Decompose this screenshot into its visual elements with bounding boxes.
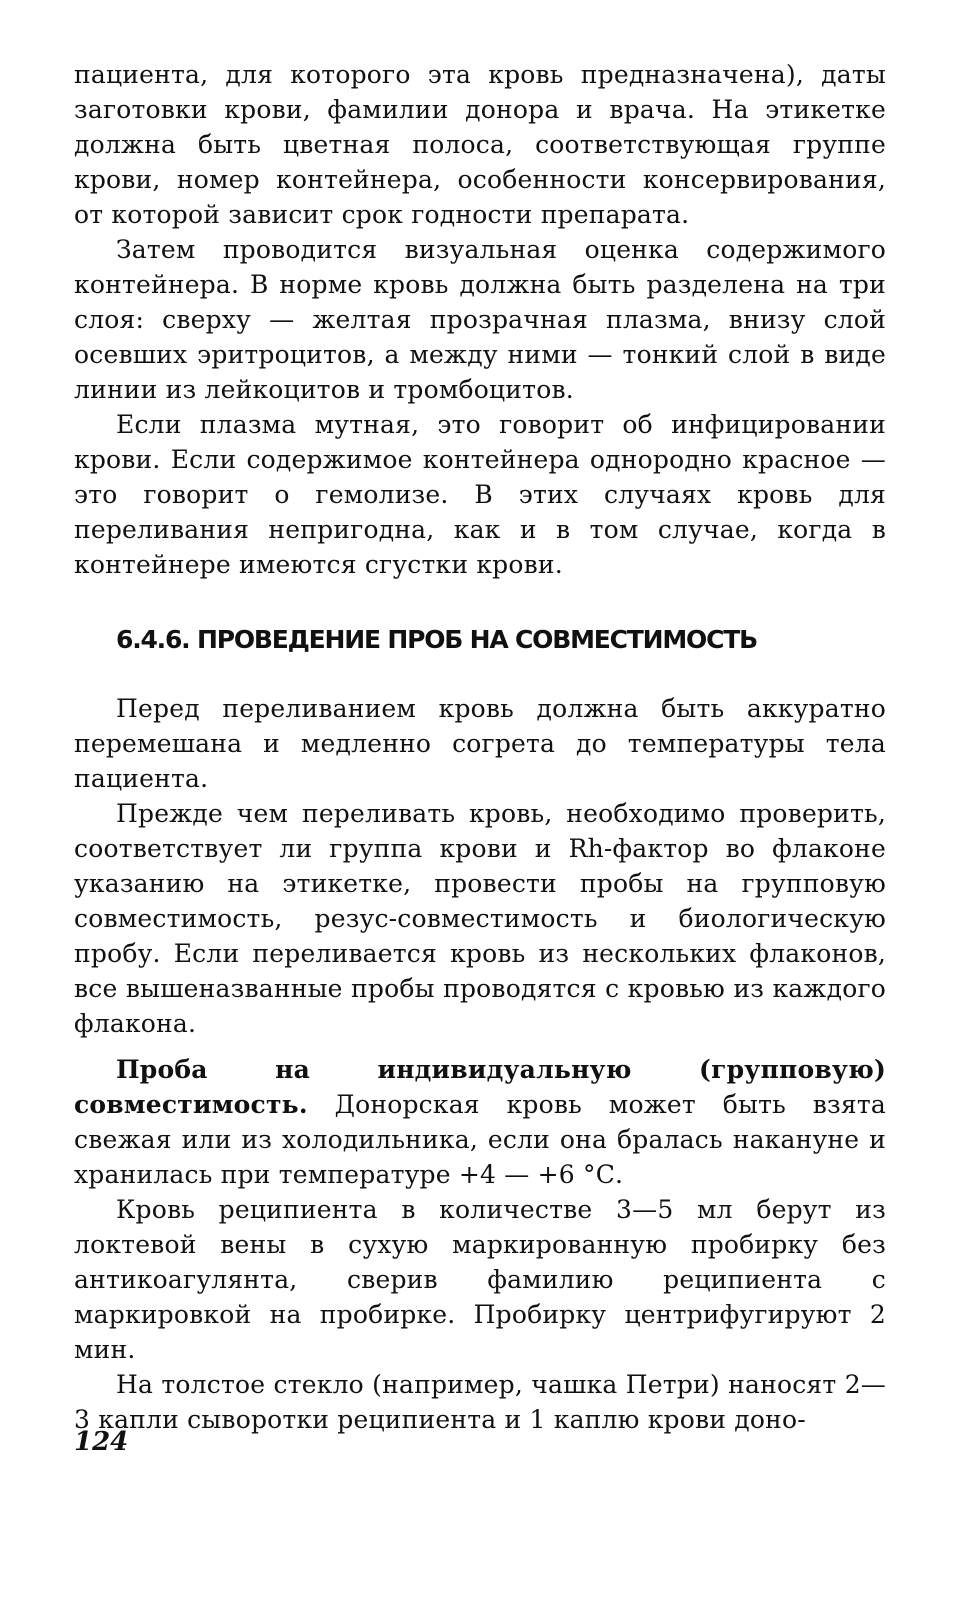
page-number: 124 xyxy=(74,1427,129,1457)
paragraph-unsuitable-blood: Если плазма мутная, это говорит об инфицировании крови. Если содержимое контейнера однородно красное — это говорит о гемолизе. В этих случаях кровь для переливания непригодна, как и в том случае, когда в контейнере имеются сгустки крови. xyxy=(74,410,886,579)
paragraph-individual-test xyxy=(74,1052,886,1192)
paragraph-visual-assessment: Затем проводится визуальная оценка содержимого контейнера. В норме кровь должна быть разделена на три слоя: сверху — желтая прозрачная плазма, внизу слой осевших эритроцитов, а между ними — тонкий слой в виде линии из лейкоцитов и тромбоцитов. xyxy=(74,235,886,404)
paragraph-warming: Перед переливанием кровь должна быть аккуратно перемешана и медленно согрета до температуры тела пациента. xyxy=(74,694,886,793)
body-text-subsection xyxy=(74,1052,886,1437)
subsection-lead-text: Донорская кровь может быть взята свежая или из холодильника, если она бралась накануне и хранилась при температуре +4 — +6 °С. xyxy=(74,1090,886,1189)
body-text-top xyxy=(74,57,886,582)
paragraph-compatibility-checks: Прежде чем переливать кровь, необходимо проверить, соответствует ли группа крови и Rh-фактор во флаконе указанию на этикетке, провести пробы на групповую совместимость, резус-совместимость и биологическую пробу. Если переливается кровь из нескольких флаконов, все вышеназванные пробы проводятся с кровью из каждого флакона. xyxy=(74,799,886,1038)
subsection-title: Проба на индивидуальную (групповую) совместимость. xyxy=(74,1055,886,1119)
section-heading: 6.4.6. ПРОВЕДЕНИЕ ПРОБ НА СОВМЕСТИМОСТЬ xyxy=(116,625,757,654)
paragraph-label-details: пациента, для которого эта кровь предназначена), даты заготовки крови, фамилии донора и врача. На этикетке должна быть цветная полоса, соответствующая группе крови, номер контейнера, особенности консервирования, от которой зависит срок годности препарата. xyxy=(74,60,886,229)
paragraph-recipient-blood: Кровь реципиента в количестве 3—5 мл берут из локтевой вены в сухую маркированную пробирку без антикоагулянта, сверив фамилию реципиента с маркировкой на пробирке. Пробирку центрифугируют 2 мин. xyxy=(74,1195,886,1364)
body-text-section xyxy=(74,691,886,1041)
paragraph-petri-dish: На толстое стекло (например, чашка Петри) наносят 2—3 капли сыворотки реципиента и 1 каплю крови доно- xyxy=(74,1370,886,1434)
